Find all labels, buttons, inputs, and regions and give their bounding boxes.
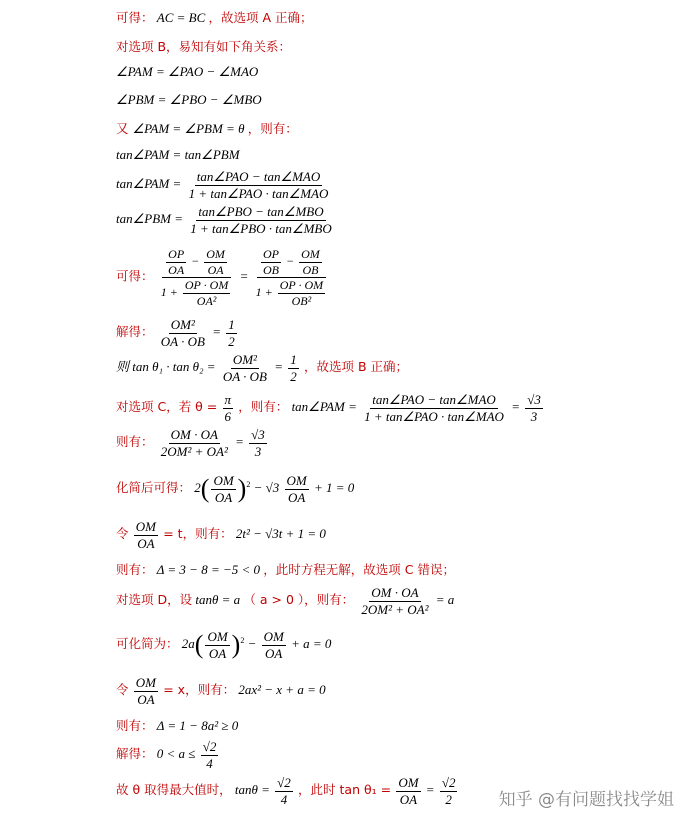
math: 2t² − √3t + 1 = 0 [235,526,326,542]
math: 0 < a ≤ [156,746,196,762]
math: ∠PAM = ∠PBM = θ [132,121,245,136]
text: 可得： [116,268,154,284]
line-10: 解得： $\frac{\text{OM²}}{OA \cdot OB}$ = $\frac{1}{2}$ [116,317,235,349]
text: 又 [116,121,133,136]
text: 令 [116,682,129,698]
text: 令 [116,526,129,542]
line-5 [116,119,690,137]
line-20 [116,716,690,734]
line-1 [116,8,690,26]
line-17: 对选项 D，设 tanθ = a （ a > 0 ），则有： $\frac{OM \cdot OA}{\text{2OM² + OA²}}$ = a [116,585,455,617]
text: 解得： [116,746,154,762]
text: 则有： [116,562,154,577]
line-15: 令 $\frac{OM}{OA}$ = t，则有： 2t² − √3t + 1 = 0 [116,519,326,551]
denominator: 1 + $\frac{OP \cdot OM}{\text{OB²}}$ [255,278,324,308]
line-8 [116,205,690,235]
text: 可得： [116,10,154,25]
numerator: $\frac{OP}{OA}$ − $\frac{OM}{OA}$ [162,248,231,278]
text: 可化简为： [116,636,179,652]
line-16 [116,560,690,578]
complex-fraction [159,248,235,307]
math: ∠PBM = ∠PBO − ∠MBO [116,92,262,107]
line-19: 令 $\frac{OM}{OA}$ = x，则有： 2ax² − x + a = 0 [116,675,326,707]
math: Δ = 1 − 8a² ≥ 0 [156,718,239,733]
text: 则有： [116,718,154,733]
math: 2ax² − x + a = 0 [238,682,326,698]
line-9: 可得： $\frac{OP}{OA}$ − $\frac{OM}{OA}$ 1 + $\frac{OP \cdot OM}{\text{OA²}}$ = $\frac{OP}{OB}$ − $\frac{OM}{OB}$ 1 + $\frac{OP \cdot OM}{\text{OB²}}$ [116,248,690,307]
text: 则有： [116,434,154,450]
line-3 [116,64,690,80]
line-18: 可化简为： 2a( $\frac{OM}{OA}$ )$^2$ − $\frac{OM}{OA}$ + a = 0 [116,629,332,661]
numerator: tan∠PBO − tan∠MBO [198,204,324,219]
fraction: $\frac{√3}{3}$ [251,427,265,459]
line-13: 则有： $\frac{OM \cdot OA}{\text{2OM² + OA²}}$ = $\frac{√3}{3}$ [116,427,265,459]
fraction [187,170,331,200]
denominator: 1 + tan∠PAO · tan∠MAO [188,185,329,201]
text: 对选项 C，若 θ = [116,399,218,415]
text: 化简后可得： [116,480,192,496]
line-12: 对选项 C，若 θ = $\frac{\pi}{6}$ ，则有： tan∠PAM = $\frac{\text{tan∠PAO − tan∠MAO}}{\text{1 + tan∠PAO · tan∠MAO}}$ = $\frac{√3}{3}$ [116,392,541,424]
line-22: 故 θ 取得最大值时， tanθ = $\frac{√2}{4}$ ，此时 tan θ₁ = $\frac{OM}{OA}$ = $\frac{√2}{2}$ [116,775,456,807]
math: tan∠PAM = [116,176,182,192]
fraction: $\frac{√3}{3}$ [527,392,541,424]
math: tan∠PBM = [116,211,183,227]
line-4 [116,92,690,108]
math: tanθ = a [195,592,241,608]
fraction: $\frac{\text{OM²}}{OA \cdot OB}$ [160,317,205,349]
fraction [188,205,333,235]
line-21: 解得： 0 < a ≤ $\frac{√2}{4}$ [116,739,217,771]
denominator: 1 + $\frac{OP \cdot OM}{\text{OA²}}$ [160,278,229,308]
text: 对选项 B，易知有如下角关系： [116,39,292,54]
text: （ a > 0 ），则有： [243,592,355,608]
watermark: 知乎 @有问题找找学姐 [498,790,674,810]
fraction: $\frac{1}{2}$ [290,352,297,384]
line-2 [116,37,690,55]
math: Δ = 3 − 8 = −5 < 0 [156,562,261,577]
text: ，此时方程无解，故选项 C 错误； [263,562,455,577]
line-7 [116,170,690,200]
line-14: 化简后可得： 2( $\frac{OM}{OA}$ )$^2$ − √3 $\frac{OM}{OA}$ + 1 = 0 [116,473,355,505]
text: 故 θ 取得最大值时， [116,782,232,798]
fraction: $\frac{OM \cdot OA}{\text{2OM² + OA²}}$ [160,427,228,459]
text: ，故选项 A 正确； [208,10,313,25]
math: AC = BC [156,10,206,25]
text: = x，则有： [163,682,236,698]
math: tan∠PAM = tan∠PBM [116,147,240,162]
text: 对选项 D，设 [116,592,193,608]
text: ，此时 tan θ₁ = [298,782,392,798]
fraction: $\frac{1}{2}$ [228,317,235,349]
numerator: tan∠PAO − tan∠MAO [196,169,321,184]
denominator: 1 + tan∠PBO · tan∠MBO [190,220,332,236]
text: ，故选项 B 正确； [304,359,409,375]
line-6 [116,147,690,163]
fraction: $\frac{\text{tan∠PAO − tan∠MAO}}{\text{1 + tan∠PAO · tan∠MAO}}$ [364,392,504,424]
text: 解得： [116,324,154,340]
complex-fraction [254,248,330,307]
fraction: $\frac{\pi}{6}$ [224,392,232,424]
text: ，则有： [238,399,289,415]
math: ∠PAM = ∠PAO − ∠MAO [116,64,259,79]
math: 则 tan θ₁ · tan θ₂ = [116,359,216,375]
numerator: $\frac{OP}{OB}$ − $\frac{OM}{OB}$ [257,248,326,278]
line-11: 则 tan θ₁ · tan θ₂ = $\frac{\text{OM²}}{OA \cdot OB}$ = $\frac{1}{2}$ ，故选项 B 正确； [116,352,409,384]
text: = t，则有： [163,526,233,542]
fraction: $\frac{\text{OM²}}{OA \cdot OB}$ [222,352,267,384]
text: ，则有： [247,121,298,136]
